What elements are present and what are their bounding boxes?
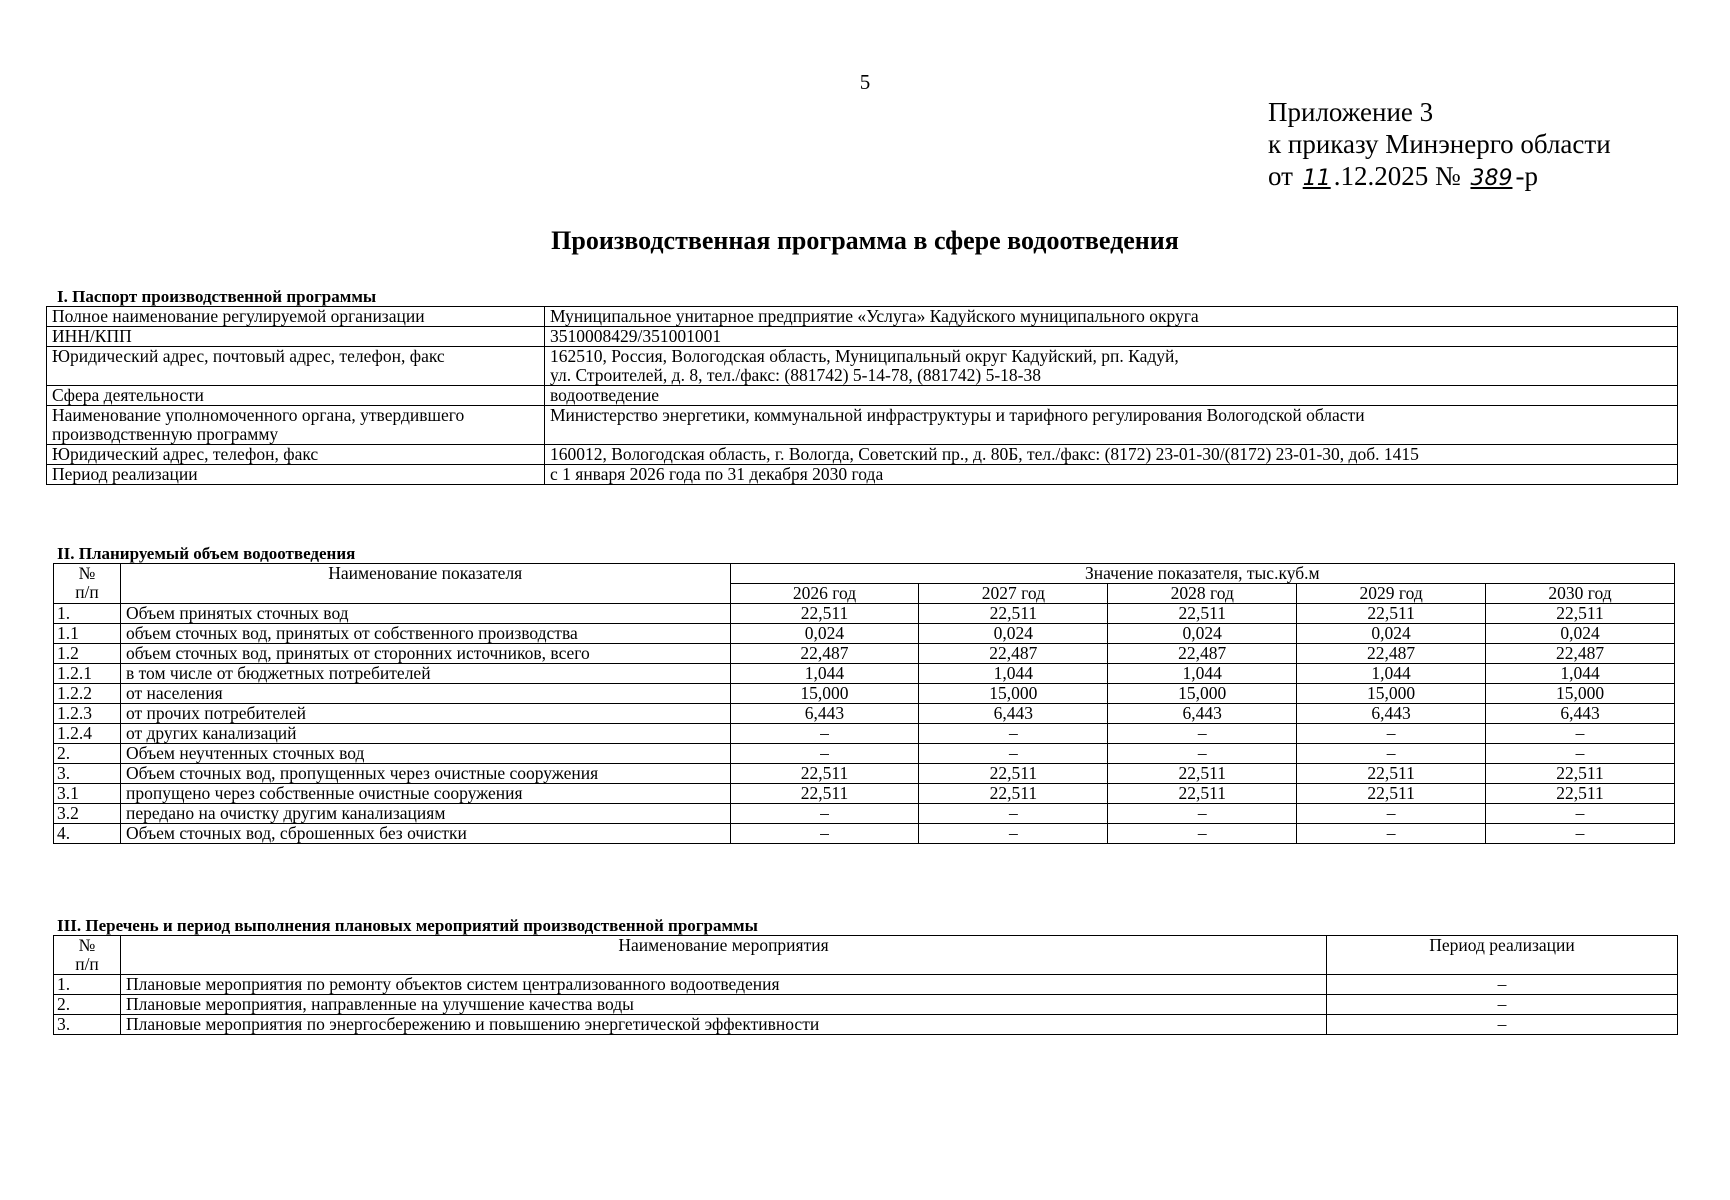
indicator-name: в том числе от бюджетных потребителей: [120, 664, 730, 684]
indicator-name: от других канализаций: [120, 724, 730, 744]
row-number: 2.: [54, 995, 121, 1015]
measures-table-body: [54, 975, 1678, 1035]
header-num-line-2: п/п: [75, 582, 99, 602]
indicator-value: –: [730, 724, 919, 744]
header-num-line-1: №: [78, 935, 96, 955]
passport-value-line-1: 162510, Россия, Вологодская область, Муниципальный округ Кадуйский, рп. Кадуй,: [550, 346, 1179, 366]
indicator-value: 22,487: [1297, 644, 1486, 664]
indicator-value: –: [730, 744, 919, 764]
indicator-value: –: [1108, 744, 1297, 764]
indicator-value: 22,511: [919, 784, 1108, 804]
indicator-value: –: [1486, 724, 1675, 744]
section-3-heading: III. Перечень и период выполнения плановых мероприятий производственной программы: [57, 916, 758, 935]
indicator-value: –: [919, 744, 1108, 764]
row-number: 3.: [54, 764, 121, 784]
indicator-value: –: [1486, 824, 1675, 844]
indicator-value: 0,024: [919, 624, 1108, 644]
document-title: Производственная программа в сфере водоотведения: [551, 226, 1179, 255]
appendix-line-1: Приложение 3: [1268, 97, 1434, 127]
indicator-value: 6,443: [1108, 704, 1297, 724]
header-year: 2028 год: [1108, 584, 1297, 604]
indicator-value: 1,044: [1297, 664, 1486, 684]
indicator-value: –: [1297, 824, 1486, 844]
indicator-value: 22,487: [730, 644, 919, 664]
indicator-value: 15,000: [730, 684, 919, 704]
passport-value: [545, 347, 1678, 386]
header-year: 2030 год: [1486, 584, 1675, 604]
measure-name: Плановые мероприятия по энергосбережению и повышению энергетической эффективности: [121, 1015, 1327, 1035]
table-row: [54, 624, 1675, 644]
table-row: [54, 684, 1675, 704]
measures-table: [53, 935, 1678, 1035]
indicator-value: 22,487: [919, 644, 1108, 664]
indicator-name: передано на очистку другим канализациям: [120, 804, 730, 824]
appendix-block: [1268, 96, 1611, 195]
passport-label: Юридический адрес, почтовый адрес, телефон, факс: [47, 347, 545, 386]
indicator-name: объем сточных вод, принятых от собственного производства: [120, 624, 730, 644]
header-num: [54, 564, 121, 604]
row-number: 1.1: [54, 624, 121, 644]
indicator-value: 0,024: [1486, 624, 1675, 644]
indicator-value: 0,024: [1297, 624, 1486, 644]
indicator-value: 15,000: [1486, 684, 1675, 704]
indicator-value: 22,511: [1108, 764, 1297, 784]
indicator-value: 22,511: [730, 784, 919, 804]
row-number: 3.2: [54, 804, 121, 824]
indicator-value: 6,443: [1486, 704, 1675, 724]
passport-label: Период реализации: [47, 465, 545, 485]
volume-table-body: [54, 604, 1675, 844]
indicator-value: 1,044: [1108, 664, 1297, 684]
indicator-value: 6,443: [919, 704, 1108, 724]
appendix-line-2: к приказу Минэнерго области: [1268, 129, 1611, 159]
indicator-name: пропущено через собственные очистные сооружения: [120, 784, 730, 804]
indicator-value: –: [1108, 824, 1297, 844]
indicator-name: Объем принятых сточных вод: [120, 604, 730, 624]
header-year: 2027 год: [919, 584, 1108, 604]
indicator-value: –: [730, 824, 919, 844]
passport-label: ИНН/КПП: [47, 327, 545, 347]
passport-label: Юридический адрес, телефон, факс: [47, 445, 545, 465]
measure-period: –: [1327, 995, 1678, 1015]
row-number: 2.: [54, 744, 121, 764]
passport-label: Сфера деятельности: [47, 386, 545, 406]
table-row: [47, 327, 1678, 347]
indicator-value: 1,044: [919, 664, 1108, 684]
indicator-value: –: [1297, 744, 1486, 764]
indicator-value: –: [1108, 804, 1297, 824]
passport-value: Министерство энергетики, коммунальной инфраструктуры и тарифного регулирования Вологодской области: [545, 406, 1678, 445]
measure-period: –: [1327, 975, 1678, 995]
row-number: 1.2.4: [54, 724, 121, 744]
measure-name: Плановые мероприятия, направленные на улучшение качества воды: [121, 995, 1327, 1015]
indicator-value: –: [730, 804, 919, 824]
table-header-row: [54, 564, 1675, 584]
volume-table: [53, 563, 1675, 844]
indicator-name: от населения: [120, 684, 730, 704]
indicator-value: 22,511: [1297, 784, 1486, 804]
passport-value: 3510008429/351001001: [545, 327, 1678, 347]
header-measure-name: Наименование мероприятия: [121, 936, 1327, 975]
indicator-value: 22,511: [1486, 784, 1675, 804]
table-row: [54, 644, 1675, 664]
header-num: [54, 936, 121, 975]
indicator-value: –: [919, 804, 1108, 824]
measure-name: Плановые мероприятия по ремонту объектов систем централизованного водоотведения: [121, 975, 1327, 995]
table-row: [47, 347, 1678, 386]
section-1-heading: I. Паспорт производственной программы: [57, 287, 377, 306]
table-row: [54, 704, 1675, 724]
header-year: 2026 год: [730, 584, 919, 604]
indicator-name: Объем сточных вод, сброшенных без очистки: [120, 824, 730, 844]
header-period: Период реализации: [1327, 936, 1678, 975]
row-number: 3.: [54, 1015, 121, 1035]
table-row: [54, 784, 1675, 804]
indicator-name: Объем неучтенных сточных вод: [120, 744, 730, 764]
table-row: [47, 406, 1678, 445]
indicator-value: 22,511: [730, 604, 919, 624]
passport-value: водоотведение: [545, 386, 1678, 406]
indicator-value: 22,511: [919, 764, 1108, 784]
appendix-date-suffix: -р: [1515, 161, 1538, 191]
header-indicator-name: Наименование показателя: [120, 564, 730, 604]
row-number: 1.: [54, 604, 121, 624]
indicator-value: –: [1486, 744, 1675, 764]
indicator-value: 0,024: [730, 624, 919, 644]
indicator-value: 22,511: [1486, 604, 1675, 624]
table-row: [54, 804, 1675, 824]
table-row: [54, 995, 1678, 1015]
header-indicator-values: Значение показателя, тыс.куб.м: [730, 564, 1674, 584]
table-row: [54, 724, 1675, 744]
header-year: 2029 год: [1297, 584, 1486, 604]
indicator-value: 0,024: [1108, 624, 1297, 644]
appendix-date-mid: .12.2025 №: [1333, 161, 1461, 191]
table-row: [54, 664, 1675, 684]
table-row: [54, 744, 1675, 764]
header-num-line-1: №: [78, 563, 96, 583]
passport-value-line-2: ул. Строителей, д. 8, тел./факс: (881742) 5-14-78, (881742) 5-18-38: [550, 365, 1041, 385]
row-number: 4.: [54, 824, 121, 844]
indicator-name: Объем сточных вод, пропущенных через очистные сооружения: [120, 764, 730, 784]
passport-value: 160012, Вологодская область, г. Вологда, Советский пр., д. 80Б, тел./факс: (8172) 23-01-30/(8172) 23-01-30, доб. 1415: [545, 445, 1678, 465]
table-header-row: [54, 936, 1678, 975]
appendix-number-handwritten: 389: [1470, 166, 1513, 191]
row-number: 1.2.2: [54, 684, 121, 704]
indicator-value: –: [1108, 724, 1297, 744]
indicator-value: 22,511: [1486, 764, 1675, 784]
indicator-value: 22,487: [1108, 644, 1297, 664]
table-row: [54, 824, 1675, 844]
passport-table: [46, 306, 1678, 485]
indicator-value: 22,511: [919, 604, 1108, 624]
passport-value: Муниципальное унитарное предприятие «Услуга» Кадуйского муниципального округа: [545, 307, 1678, 327]
indicator-name: от прочих потребителей: [120, 704, 730, 724]
indicator-value: 1,044: [1486, 664, 1675, 684]
indicator-value: 15,000: [1108, 684, 1297, 704]
table-row: [47, 307, 1678, 327]
table-row: [54, 604, 1675, 624]
row-number: 1.: [54, 975, 121, 995]
passport-label: [47, 406, 545, 445]
passport-label-line-1: Наименование уполномоченного органа, утвердившего: [52, 405, 465, 425]
table-row: [47, 386, 1678, 406]
row-number: 1.2: [54, 644, 121, 664]
indicator-value: 6,443: [730, 704, 919, 724]
indicator-value: 22,511: [1108, 604, 1297, 624]
table-row: [47, 465, 1678, 485]
indicator-value: 6,443: [1297, 704, 1486, 724]
indicator-value: –: [1297, 724, 1486, 744]
indicator-value: 22,511: [730, 764, 919, 784]
indicator-value: –: [1297, 804, 1486, 824]
indicator-value: 15,000: [1297, 684, 1486, 704]
indicator-value: –: [919, 724, 1108, 744]
row-number: 1.2.3: [54, 704, 121, 724]
table-row: [54, 764, 1675, 784]
row-number: 3.1: [54, 784, 121, 804]
table-row: [54, 975, 1678, 995]
passport-value: с 1 января 2026 года по 31 декабря 2030 года: [545, 465, 1678, 485]
indicator-value: 22,511: [1297, 604, 1486, 624]
table-row: [54, 1015, 1678, 1035]
passport-label: Полное наименование регулируемой организации: [47, 307, 545, 327]
passport-label-line-2: производственную программу: [52, 424, 279, 444]
indicator-value: –: [919, 824, 1108, 844]
page-number: 5: [859, 70, 871, 94]
section-2-heading: II. Планируемый объем водоотведения: [57, 544, 356, 563]
indicator-value: 22,511: [1297, 764, 1486, 784]
header-num-line-2: п/п: [75, 954, 99, 974]
indicator-value: 15,000: [919, 684, 1108, 704]
indicator-value: –: [1486, 804, 1675, 824]
indicator-name: объем сточных вод, принятых от сторонних источников, всего: [120, 644, 730, 664]
appendix-date-prefix: от: [1268, 161, 1293, 191]
indicator-value: 1,044: [730, 664, 919, 684]
indicator-value: 22,511: [1108, 784, 1297, 804]
row-number: 1.2.1: [54, 664, 121, 684]
measure-period: –: [1327, 1015, 1678, 1035]
appendix-day-handwritten: 11: [1302, 166, 1331, 191]
indicator-value: 22,487: [1486, 644, 1675, 664]
table-row: [47, 445, 1678, 465]
appendix-line-3: [1268, 160, 1611, 195]
